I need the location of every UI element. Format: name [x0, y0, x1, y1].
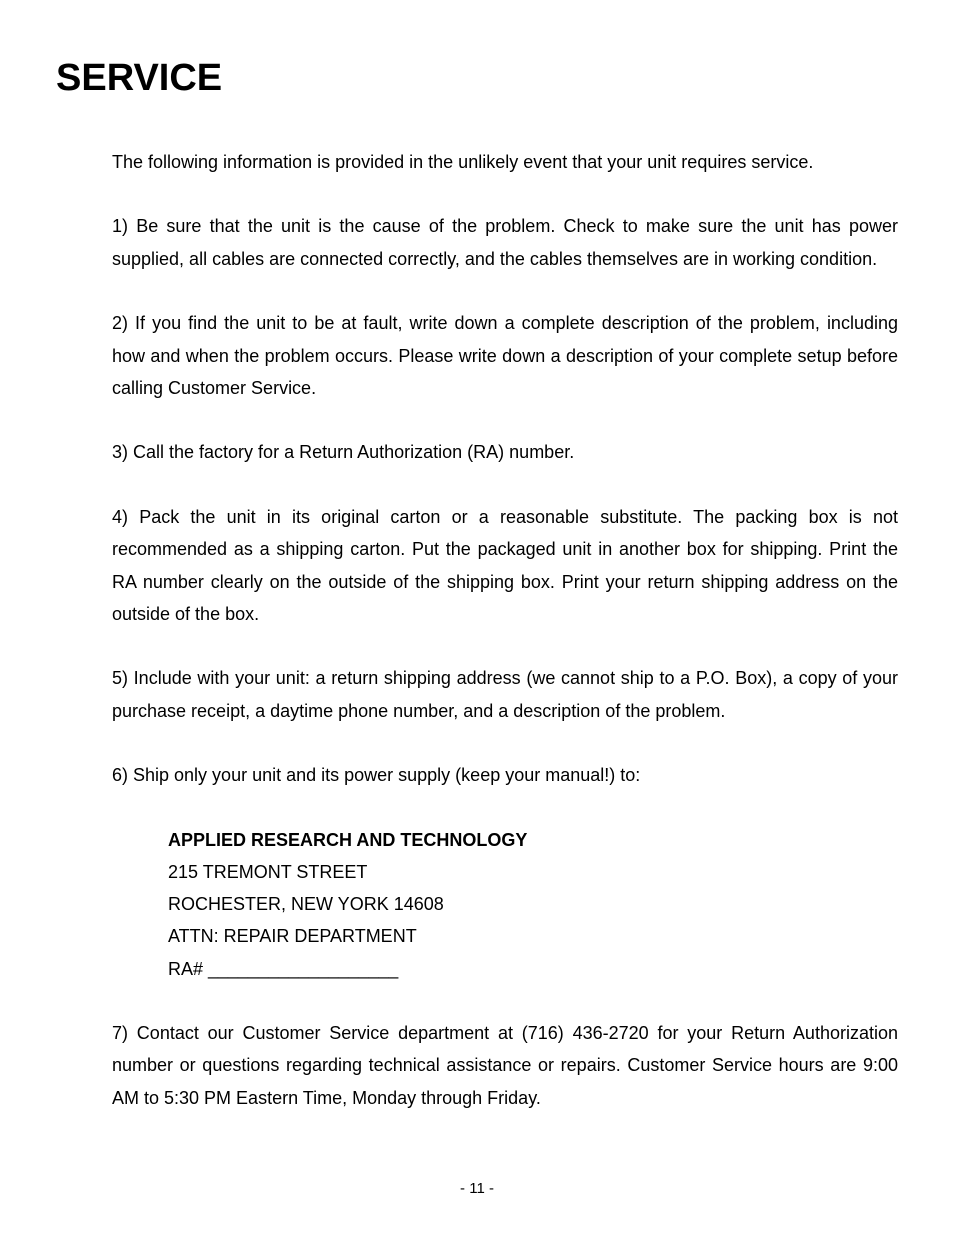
address-city: ROCHESTER, NEW YORK 14608	[168, 894, 444, 915]
step-7: 7) Contact our Customer Service department at (716) 436-2720 for your Return Authorization number or questions regarding technical assistance or repairs. Customer Service hours are 9:00 AM to 5:30 PM Eastern Time, Monday through Friday.	[112, 1022, 898, 1108]
intro-paragraph: The following information is provided in the unlikely event that your unit requires service.	[112, 152, 814, 172]
step-3: 3) Call the factory for a Return Authorization (RA) number.	[112, 442, 575, 463]
address-ra: RA# ___________________	[168, 958, 399, 979]
step-5: 5) Include with your unit: a return shipping address (we cannot ship to a P.O. Box), a copy of your purchase receipt, a daytime phone number, and a description of the problem.	[112, 668, 898, 721]
service-content	[112, 146, 898, 1146]
address-company: APPLIED RESEARCH AND TECHNOLOGY	[168, 829, 528, 850]
page-number: - 11 -	[460, 1180, 494, 1197]
step-4: 4) Pack the unit in its original carton or a reasonable substitute. The packing box is not recommended as a shipping carton. Put the packaged unit in another box for shipping. Print the RA number clearly on the outside of the shipping box. Print your return shipping address on the outside of the box.	[112, 506, 898, 625]
step-2: 2) If you find the unit to be at fault, write down a complete description of the problem, including how and when the problem occurs. Please write down a description of your complete setup before calling Customer Service.	[112, 313, 898, 399]
step-1: 1) Be sure that the unit is the cause of the problem. Check to make sure the unit has power supplied, all cables are connected correctly, and the cables themselves are in working condition.	[112, 216, 898, 269]
address-attn: ATTN: REPAIR DEPARTMENT	[168, 926, 417, 947]
page-title: SERVICE	[56, 57, 223, 99]
step-6: 6) Ship only your unit and its power supply (keep your manual!) to:	[112, 765, 641, 786]
address-street: 215 TREMONT STREET	[168, 861, 368, 882]
shipping-address	[168, 824, 898, 985]
